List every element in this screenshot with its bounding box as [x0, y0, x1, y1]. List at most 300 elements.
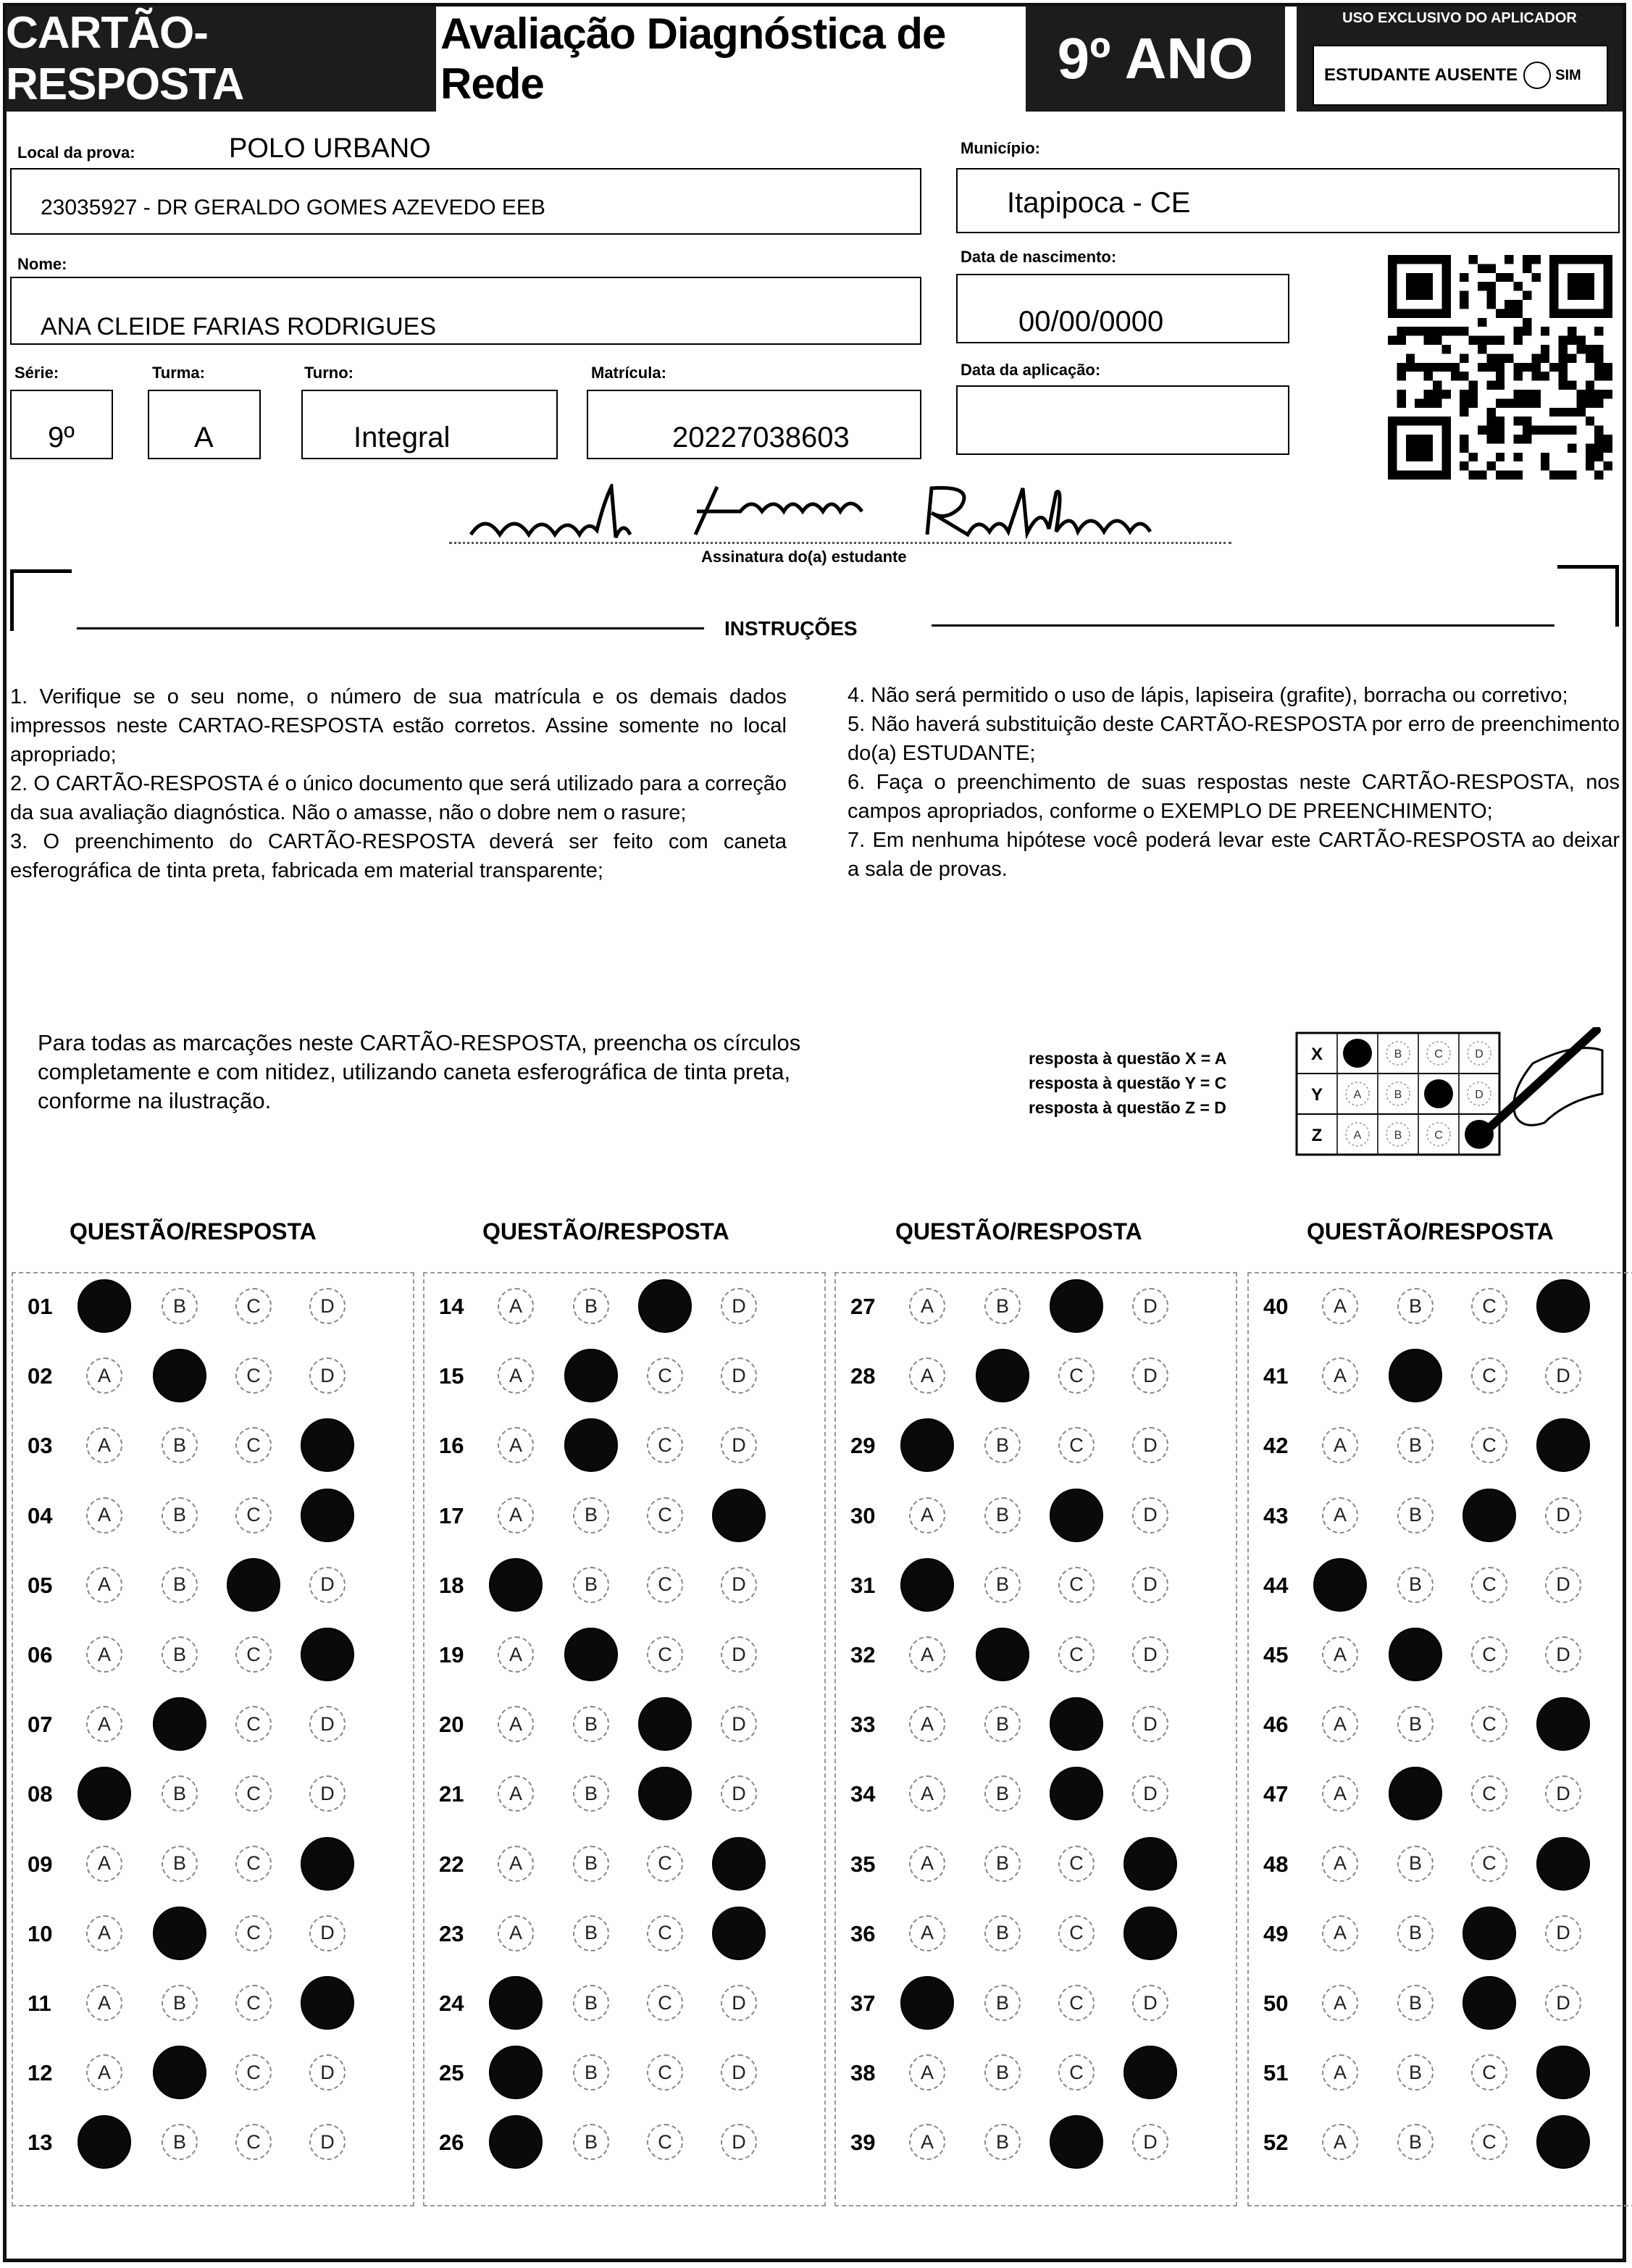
answer-bubble-b[interactable]: B: [984, 1288, 1021, 1324]
answer-bubble-d[interactable]: D: [1545, 1636, 1581, 1673]
answer-bubble-a[interactable]: A: [909, 1636, 945, 1673]
qr-module: [1460, 443, 1468, 452]
answer-bubble-b[interactable]: B: [573, 1567, 609, 1603]
answer-bubble-b[interactable]: B: [1397, 1706, 1434, 1742]
answer-bubble-b[interactable]: B: [1397, 1846, 1434, 1882]
answer-bubble-c[interactable]: [1050, 1489, 1103, 1542]
answer-bubble-b[interactable]: B: [984, 1846, 1021, 1882]
answer-bubble-a[interactable]: [900, 1558, 954, 1612]
answer-bubble-a[interactable]: [900, 1418, 954, 1472]
answer-bubble-c[interactable]: [638, 1279, 692, 1333]
answer-bubble-c[interactable]: C: [1058, 1846, 1095, 1882]
qr-module: [1586, 353, 1594, 362]
qr-module: [1406, 435, 1415, 443]
answer-bubble-b[interactable]: B: [162, 1497, 198, 1533]
qr-module: [1486, 363, 1495, 372]
qr-module: [1568, 336, 1576, 345]
answer-bubble-a[interactable]: A: [1322, 1846, 1358, 1882]
answer-bubble-c[interactable]: C: [1058, 1985, 1095, 2021]
answer-bubble-a[interactable]: [900, 1976, 954, 2030]
answer-bubble-b[interactable]: B: [162, 1427, 198, 1463]
answer-bubble-b[interactable]: B: [573, 1915, 609, 1951]
qr-module: [1478, 345, 1486, 353]
answer-bubble-c[interactable]: C: [647, 1357, 683, 1394]
qr-module: [1523, 398, 1531, 407]
answer-bubble-d[interactable]: D: [1132, 1636, 1168, 1673]
answer-bubble-a[interactable]: A: [86, 1985, 122, 2021]
answer-bubble-a[interactable]: A: [909, 1846, 945, 1882]
answer-bubble-b[interactable]: B: [984, 1567, 1021, 1603]
question-number: 26: [439, 2130, 464, 2156]
answer-bubble-c[interactable]: C: [1471, 2054, 1507, 2091]
answer-bubble-c[interactable]: C: [235, 1427, 272, 1463]
answer-bubble-b[interactable]: B: [1397, 1567, 1434, 1603]
answer-bubble-d[interactable]: D: [1132, 1985, 1168, 2021]
qr-module: [1514, 282, 1523, 290]
qr-module: [1549, 426, 1558, 435]
question-row: [836, 1343, 1236, 1413]
answer-bubble-a[interactable]: A: [498, 1357, 534, 1394]
answer-bubble-c[interactable]: C: [1471, 1288, 1507, 1324]
answer-bubble-d[interactable]: [1536, 2115, 1590, 2169]
qr-module: [1433, 381, 1441, 390]
question-row: [13, 1970, 413, 2040]
answer-bubble-d[interactable]: D: [1132, 2124, 1168, 2160]
answer-bubble-a[interactable]: A: [86, 1706, 122, 1742]
answer-bubble-d[interactable]: [1536, 1697, 1590, 1751]
qr-module: [1576, 398, 1585, 407]
qr-module: [1514, 309, 1523, 317]
answer-bubble-c[interactable]: C: [1058, 1427, 1095, 1463]
question-row: [424, 2040, 824, 2109]
answer-bubble-d[interactable]: D: [309, 1775, 346, 1812]
qr-module: [1424, 398, 1433, 407]
answer-bubble-c[interactable]: C: [235, 1846, 272, 1882]
answer-bubble-c[interactable]: C: [235, 1775, 272, 1812]
answer-bubble-c[interactable]: C: [1058, 1636, 1095, 1673]
qr-module: [1604, 300, 1612, 309]
answer-bubble-c[interactable]: C: [235, 2054, 272, 2091]
qr-module: [1388, 291, 1397, 300]
answer-bubble-d[interactable]: D: [1132, 1497, 1168, 1533]
question-number: 30: [850, 1502, 876, 1528]
qr-module: [1559, 353, 1568, 362]
answer-bubble-a[interactable]: A: [1322, 2054, 1358, 2091]
answer-bubble-d[interactable]: [1123, 1907, 1177, 1960]
answer-bubble-c[interactable]: C: [1471, 1567, 1507, 1603]
answer-bubble-a[interactable]: A: [498, 1706, 534, 1742]
answer-bubble-c[interactable]: C: [1058, 1357, 1095, 1394]
question-number: 34: [850, 1781, 876, 1807]
qr-module: [1594, 327, 1603, 335]
answer-bubble-a[interactable]: A: [1322, 2124, 1358, 2160]
answer-bubble-d[interactable]: D: [721, 2054, 757, 2091]
answer-bubble-c[interactable]: C: [1058, 2054, 1095, 2091]
qr-module: [1406, 353, 1415, 362]
instruction-7: 7. Em nenhuma hipótese você poderá levar este CARTÃO-RESPOSTA ao deixar a sala de provas.: [848, 829, 1620, 881]
answer-bubble-d[interactable]: [301, 1837, 354, 1891]
answer-bubble-d[interactable]: D: [1545, 1567, 1581, 1603]
answer-bubble-d[interactable]: D: [721, 1357, 757, 1394]
answer-bubble-d[interactable]: [301, 1976, 354, 2030]
answer-bubble-c[interactable]: C: [235, 1985, 272, 2021]
answer-bubble-b[interactable]: [153, 1349, 206, 1402]
answer-bubble-c[interactable]: [1462, 1976, 1516, 2030]
answer-bubble-d[interactable]: D: [721, 1288, 757, 1324]
qr-module: [1451, 372, 1460, 380]
answer-bubble-a[interactable]: A: [498, 1846, 534, 1882]
answer-bubble-b[interactable]: B: [573, 1706, 609, 1742]
answer-bubble-a[interactable]: A: [1322, 1985, 1358, 2021]
answer-bubble-d[interactable]: [1536, 1837, 1590, 1891]
answer-bubble-b[interactable]: B: [1397, 1497, 1434, 1533]
question-number: 15: [439, 1363, 464, 1389]
answer-bubble-d[interactable]: [301, 1418, 354, 1472]
answer-bubble-c[interactable]: [1050, 2115, 1103, 2169]
answer-bubble-b[interactable]: B: [1397, 2054, 1434, 2091]
answer-bubble-d[interactable]: [1123, 1837, 1177, 1891]
answer-bubble-a[interactable]: [1313, 1558, 1367, 1612]
qr-module: [1496, 381, 1505, 390]
answer-bubble-d[interactable]: D: [1132, 1427, 1168, 1463]
answer-bubble-d[interactable]: [1123, 2046, 1177, 2099]
answer-bubble-d[interactable]: D: [1132, 1567, 1168, 1603]
answer-bubble-c[interactable]: [1050, 1279, 1103, 1333]
answer-bubble-b[interactable]: [976, 1349, 1029, 1402]
answer-bubble-b[interactable]: [564, 1628, 618, 1681]
answer-bubble-a[interactable]: A: [1322, 1775, 1358, 1812]
answer-bubble-a[interactable]: [489, 1558, 543, 1612]
answer-bubble-d[interactable]: D: [309, 1288, 346, 1324]
answer-bubble-c[interactable]: C: [1471, 1706, 1507, 1742]
answer-bubble-d[interactable]: [301, 1489, 354, 1542]
qr-module: [1586, 443, 1594, 452]
answer-bubble-b[interactable]: B: [573, 2124, 609, 2160]
answer-bubble-d[interactable]: D: [1545, 1357, 1581, 1394]
answer-bubble-b[interactable]: B: [984, 1706, 1021, 1742]
answer-bubble-a[interactable]: A: [1322, 1706, 1358, 1742]
answer-bubble-d[interactable]: [712, 1907, 766, 1960]
answer-bubble-b[interactable]: B: [162, 1636, 198, 1673]
qr-module: [1586, 255, 1594, 264]
answer-bubble-b[interactable]: B: [162, 1985, 198, 2021]
local-value: POLO URBANO: [229, 133, 431, 164]
answer-bubble-a[interactable]: A: [909, 1775, 945, 1812]
answer-bubble-d[interactable]: D: [1132, 1775, 1168, 1812]
answer-bubble-d[interactable]: D: [1545, 1775, 1581, 1812]
answer-bubble-d[interactable]: D: [1132, 1288, 1168, 1324]
qr-module: [1568, 471, 1576, 480]
qr-module: [1486, 461, 1495, 470]
matricula-label: Matrícula:: [591, 364, 666, 382]
instruction-5: 5. Não haverá substituição deste CARTÃO-RESPOSTA por erro de preenchimento do(a) ESTUDANTE;: [848, 713, 1620, 765]
answer-bubble-a[interactable]: A: [86, 1357, 122, 1394]
qr-module: [1441, 309, 1450, 317]
answer-bubble-d[interactable]: D: [721, 1427, 757, 1463]
answer-bubble-c[interactable]: [227, 1558, 280, 1612]
question-row: [836, 1691, 1236, 1761]
answer-bubble-b[interactable]: [153, 2046, 206, 2099]
column-header: QUESTÃO/RESPOSTA: [1307, 1218, 1554, 1244]
answer-bubble-a[interactable]: A: [86, 1636, 122, 1673]
answer-bubble-a[interactable]: A: [498, 1288, 534, 1324]
qr-module: [1514, 398, 1523, 407]
answer-bubble-a[interactable]: A: [86, 1427, 122, 1463]
qr-module: [1388, 300, 1397, 309]
answer-bubble-a[interactable]: [78, 2115, 131, 2169]
qr-module: [1568, 443, 1576, 452]
answer-bubble-d[interactable]: D: [309, 1915, 346, 1951]
answer-bubble-c[interactable]: C: [1471, 1357, 1507, 1394]
answer-bubble-b[interactable]: B: [573, 1497, 609, 1533]
answer-bubble-a[interactable]: A: [498, 1497, 534, 1533]
answer-bubble-b[interactable]: B: [984, 1497, 1021, 1533]
answer-bubble-b[interactable]: [1389, 1349, 1442, 1402]
answer-bubble-c[interactable]: [1050, 1767, 1103, 1820]
qr-module: [1460, 398, 1468, 407]
qr-module: [1388, 417, 1397, 425]
qr-module: [1496, 372, 1505, 380]
question-number: 37: [850, 1991, 876, 2016]
answer-bubble-b[interactable]: B: [984, 2124, 1021, 2160]
qr-module: [1486, 435, 1495, 443]
answer-bubble-b[interactable]: [153, 1697, 206, 1751]
qr-module: [1586, 417, 1594, 425]
answer-bubble-b[interactable]: [564, 1349, 618, 1402]
answer-bubble-a[interactable]: A: [498, 1427, 534, 1463]
qr-module: [1514, 390, 1523, 398]
answer-bubble-c[interactable]: C: [647, 1427, 683, 1463]
answer-bubble-b[interactable]: [564, 1418, 618, 1472]
answer-bubble-a[interactable]: A: [86, 1846, 122, 1882]
qr-module: [1441, 390, 1450, 398]
answer-bubble-c[interactable]: C: [235, 1357, 272, 1394]
answer-bubble-a[interactable]: A: [909, 2054, 945, 2091]
answer-bubble-b[interactable]: B: [573, 1288, 609, 1324]
answer-bubble-d[interactable]: D: [721, 1985, 757, 2021]
nascimento-box: [956, 274, 1289, 343]
question-number: 06: [28, 1642, 53, 1667]
answer-bubble-a[interactable]: A: [909, 1288, 945, 1324]
example-question-label: X: [1310, 1045, 1323, 1064]
example-option-letter: A: [1353, 1089, 1362, 1101]
answer-bubble-c[interactable]: C: [1471, 2124, 1507, 2160]
answer-bubble-b[interactable]: B: [162, 1775, 198, 1812]
qr-module: [1460, 291, 1468, 300]
answer-bubble-a[interactable]: A: [1322, 1497, 1358, 1533]
question-row: [13, 2109, 413, 2179]
answer-bubble-c[interactable]: [1050, 1697, 1103, 1751]
qr-module: [1441, 435, 1450, 443]
answer-bubble-b[interactable]: B: [984, 1985, 1021, 2021]
answer-bubble-d[interactable]: D: [309, 2124, 346, 2160]
qr-module: [1486, 353, 1495, 362]
answer-bubble-a[interactable]: A: [1322, 1636, 1358, 1673]
answer-bubble-a[interactable]: [78, 1279, 131, 1333]
answer-bubble-b[interactable]: B: [573, 1846, 609, 1882]
answer-bubble-d[interactable]: [1536, 1279, 1590, 1333]
answer-bubble-b[interactable]: B: [984, 2054, 1021, 2091]
answer-bubble-b[interactable]: [1389, 1767, 1442, 1820]
qr-module: [1441, 453, 1450, 461]
qr-module: [1486, 417, 1495, 425]
answer-bubble-b[interactable]: B: [162, 1567, 198, 1603]
qr-module: [1531, 255, 1540, 264]
answer-bubble-b[interactable]: B: [1397, 1985, 1434, 2021]
answer-bubble-b[interactable]: B: [1397, 1288, 1434, 1324]
answer-bubble-c[interactable]: C: [1058, 1567, 1095, 1603]
question-row: [1249, 1970, 1632, 2040]
qr-module: [1433, 471, 1441, 480]
answer-bubble-a[interactable]: A: [86, 1497, 122, 1533]
answer-bubble-c[interactable]: [638, 1697, 692, 1751]
answer-bubble-c[interactable]: C: [1471, 1427, 1507, 1463]
answer-bubble-c[interactable]: C: [647, 1985, 683, 2021]
qr-module: [1478, 336, 1486, 345]
qr-module: [1594, 345, 1603, 353]
answer-bubble-b[interactable]: B: [984, 1775, 1021, 1812]
qr-module: [1549, 264, 1558, 272]
instruction-3: 3. O preenchimento do CARTÃO-RESPOSTA deverá ser feito com caneta esferográfica de tinta preta, fabricada em material transparente;: [10, 830, 787, 882]
qr-module: [1460, 435, 1468, 443]
qr-module: [1568, 273, 1576, 282]
answer-bubble-c[interactable]: C: [1471, 1846, 1507, 1882]
qr-module: [1397, 309, 1405, 317]
answer-bubble-a[interactable]: A: [498, 1775, 534, 1812]
answer-bubble-d[interactable]: D: [1132, 1357, 1168, 1394]
answer-bubble-b[interactable]: B: [162, 1288, 198, 1324]
question-row: [13, 2040, 413, 2109]
qr-module: [1594, 255, 1603, 264]
qr-module: [1594, 471, 1603, 480]
answer-bubble-d[interactable]: D: [721, 1775, 757, 1812]
answer-bubble-d[interactable]: [1536, 1418, 1590, 1472]
answer-bubble-a[interactable]: A: [498, 1915, 534, 1951]
answer-bubble-c[interactable]: C: [1471, 1636, 1507, 1673]
qr-module: [1576, 408, 1585, 417]
answer-bubble-b[interactable]: B: [573, 1985, 609, 2021]
answer-bubble-b[interactable]: B: [984, 1427, 1021, 1463]
answer-bubble-c[interactable]: [638, 1767, 692, 1820]
answer-bubble-a[interactable]: [78, 1767, 131, 1820]
qr-module: [1594, 398, 1603, 407]
answer-bubble-c[interactable]: C: [647, 2124, 683, 2160]
answer-bubble-a[interactable]: A: [909, 2124, 945, 2160]
answer-bubble-b[interactable]: [1389, 1628, 1442, 1681]
qr-module: [1415, 273, 1423, 282]
answer-bubble-b[interactable]: B: [1397, 1915, 1434, 1951]
answer-bubble-d[interactable]: D: [721, 2124, 757, 2160]
answer-bubble-a[interactable]: A: [1322, 1915, 1358, 1951]
question-number: 07: [28, 1712, 53, 1738]
answer-bubble-a[interactable]: A: [86, 2054, 122, 2091]
applicator-label: USO EXCLUSIVO DO APLICADOR: [1342, 10, 1577, 26]
answer-bubble-d[interactable]: [712, 1837, 766, 1891]
qr-module: [1549, 471, 1558, 480]
answer-bubble-a[interactable]: A: [909, 1915, 945, 1951]
question-number: 32: [850, 1642, 876, 1667]
example-filled-bubble: [1343, 1039, 1372, 1068]
answer-bubble-d[interactable]: D: [309, 2054, 346, 2091]
answer-bubble-a[interactable]: A: [86, 1567, 122, 1603]
answer-bubble-a[interactable]: A: [498, 1636, 534, 1673]
answer-bubble-c[interactable]: C: [647, 1915, 683, 1951]
answer-bubble-c[interactable]: C: [235, 1497, 272, 1533]
absent-checkbox[interactable]: [1523, 62, 1551, 89]
qr-module: [1406, 291, 1415, 300]
answer-bubble-b[interactable]: B: [162, 1846, 198, 1882]
answer-bubble-c[interactable]: [1462, 1907, 1516, 1960]
answer-bubble-d[interactable]: D: [309, 1567, 346, 1603]
answer-bubble-c[interactable]: C: [235, 2124, 272, 2160]
answer-bubble-c[interactable]: C: [647, 1846, 683, 1882]
answer-bubble-b[interactable]: B: [573, 2054, 609, 2091]
answer-bubble-c[interactable]: C: [647, 1636, 683, 1673]
answer-bubble-a[interactable]: A: [86, 1915, 122, 1951]
absent-option: SIM: [1555, 67, 1581, 83]
answer-bubble-c[interactable]: C: [235, 1706, 272, 1742]
question-row: [836, 2040, 1236, 2109]
answer-bubble-d[interactable]: D: [721, 1567, 757, 1603]
answer-bubble-d[interactable]: D: [721, 1636, 757, 1673]
answer-bubble-d[interactable]: D: [309, 1706, 346, 1742]
answer-bubble-c[interactable]: C: [647, 2054, 683, 2091]
answer-bubble-d[interactable]: D: [1545, 1497, 1581, 1533]
answer-bubble-d[interactable]: [712, 1489, 766, 1542]
answer-bubble-d[interactable]: [301, 1628, 354, 1681]
answer-bubble-c[interactable]: C: [1058, 1915, 1095, 1951]
card-title: CARTÃO-RESPOSTA: [6, 6, 436, 112]
qr-module: [1424, 273, 1433, 282]
answer-bubble-b[interactable]: B: [1397, 2124, 1434, 2160]
answer-bubble-a[interactable]: A: [909, 1357, 945, 1394]
answer-bubble-a[interactable]: [489, 2046, 543, 2099]
answer-bubble-c[interactable]: C: [235, 1636, 272, 1673]
question-number: 46: [1263, 1712, 1289, 1738]
answer-bubble-d[interactable]: [1536, 2046, 1590, 2099]
answer-bubble-c[interactable]: [1462, 1489, 1516, 1542]
qr-module: [1531, 273, 1540, 282]
answer-bubble-b[interactable]: B: [162, 2124, 198, 2160]
answer-bubble-d[interactable]: D: [1545, 1985, 1581, 2021]
qr-module: [1478, 264, 1486, 272]
answer-bubble-a[interactable]: [489, 2115, 543, 2169]
answer-bubble-d[interactable]: D: [309, 1357, 346, 1394]
answer-bubble-d[interactable]: D: [1545, 1915, 1581, 1951]
answer-bubble-d[interactable]: D: [1132, 1706, 1168, 1742]
answer-bubble-a[interactable]: [489, 1976, 543, 2030]
answer-bubble-c[interactable]: C: [647, 1497, 683, 1533]
answer-bubble-a[interactable]: A: [1322, 1357, 1358, 1394]
answer-bubble-c[interactable]: C: [1471, 1775, 1507, 1812]
answer-bubble-a[interactable]: A: [909, 1706, 945, 1742]
answer-bubble-b[interactable]: B: [984, 1915, 1021, 1951]
answer-bubble-c[interactable]: C: [647, 1567, 683, 1603]
answer-bubble-a[interactable]: A: [1322, 1427, 1358, 1463]
qr-module: [1523, 291, 1531, 300]
question-row: [1249, 1691, 1632, 1761]
qr-module: [1441, 255, 1450, 264]
answer-bubble-b[interactable]: [976, 1628, 1029, 1681]
answer-bubble-c[interactable]: C: [235, 1915, 272, 1951]
answer-bubble-b[interactable]: B: [1397, 1427, 1434, 1463]
answer-bubble-a[interactable]: A: [909, 1497, 945, 1533]
answer-bubble-c[interactable]: C: [235, 1288, 272, 1324]
answer-bubble-d[interactable]: D: [721, 1706, 757, 1742]
answer-bubble-b[interactable]: [153, 1907, 206, 1960]
answer-bubble-b[interactable]: B: [573, 1775, 609, 1812]
answer-bubble-a[interactable]: A: [1322, 1288, 1358, 1324]
